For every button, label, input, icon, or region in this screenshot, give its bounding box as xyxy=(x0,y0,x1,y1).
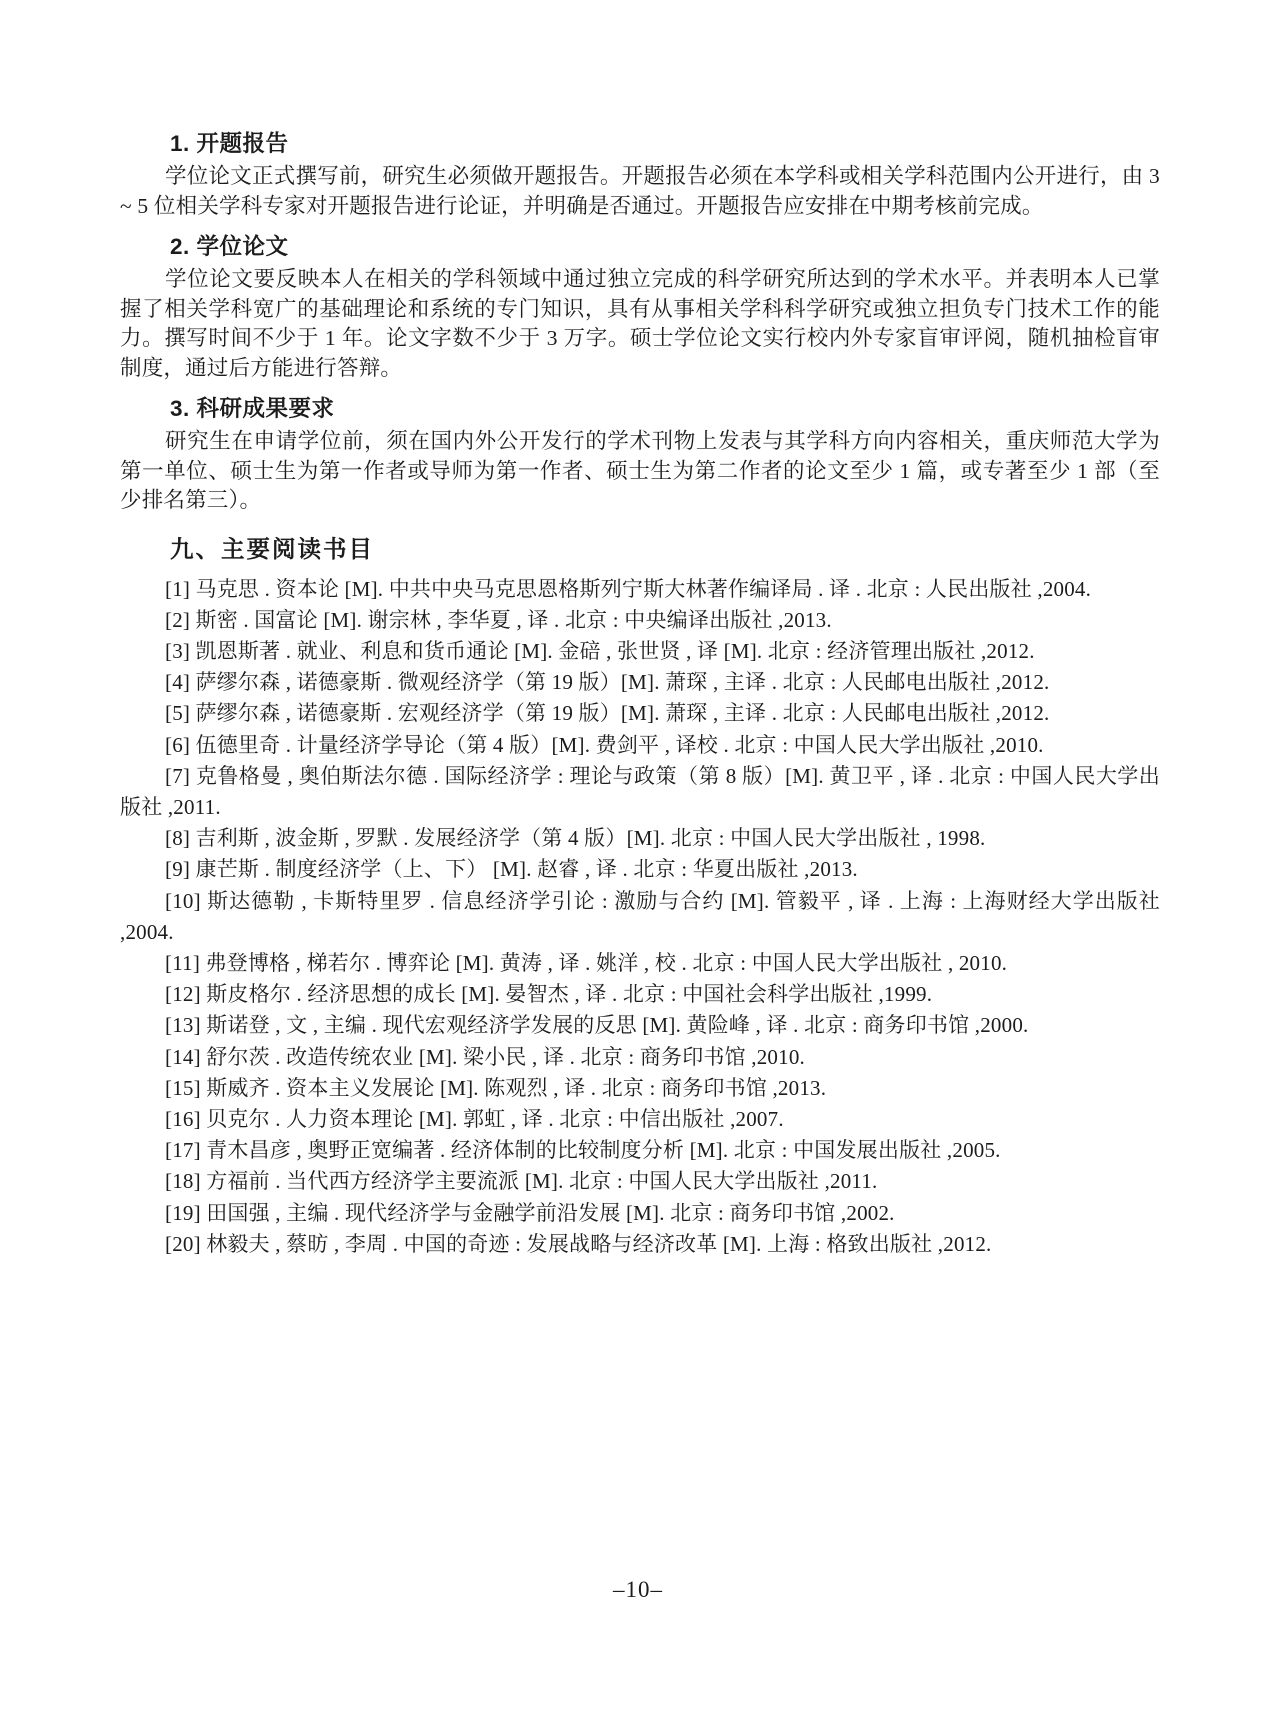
page-content xyxy=(120,118,1160,1260)
section-paragraph: 学位论文正式撰写前，研究生必须做开题报告。开题报告必须在本学科或相关学科范围内公开进行，由 3 ~ 5 位相关学科专家对开题报告进行论证，并明确是否通过。开题报告应安排在中期考核前完成。 xyxy=(120,164,1160,218)
reference-item: [6] 伍德里奇 . 计量经济学导论（第 4 版）[M]. 费剑平 , 译校 . 北京 : 中国人民大学出版社 ,2010. xyxy=(165,732,1044,757)
reference-item: [9] 康芒斯 . 制度经济学（上、下） [M]. 赵睿 , 译 . 北京 : 华夏出版社 ,2013. xyxy=(165,857,858,882)
reading-list-heading: 九、主要阅读书目 xyxy=(170,535,374,562)
reference-item: [18] 方福前 . 当代西方经济学主要流派 [M]. 北京 : 中国人民大学出版社 ,2011. xyxy=(165,1169,878,1194)
section-heading: 3. 科研成果要求 xyxy=(170,396,335,421)
reference-item: [14] 舒尔茨 . 改造传统农业 [M]. 梁小民 , 译 . 北京 : 商务印书馆 ,2010. xyxy=(165,1044,805,1069)
reference-item: [2] 斯密 . 国富论 [M]. 谢宗林 , 李华夏 , 译 . 北京 : 中央编译出版社 ,2013. xyxy=(165,607,832,632)
reference-item: [20] 林毅夫 , 蔡昉 , 李周 . 中国的奇迹 : 发展战略与经济改革 [M]. 上海 : 格致出版社 ,2012. xyxy=(165,1231,992,1256)
section-heading: 1. 开题报告 xyxy=(170,131,289,156)
reference-item: [15] 斯威齐 . 资本主义发展论 [M]. 陈观烈 , 译 . 北京 : 商务印书馆 ,2013. xyxy=(165,1075,827,1100)
reference-item: [8] 吉利斯 , 波金斯 , 罗默 . 发展经济学（第 4 版）[M]. 北京 : 中国人民大学出版社 , 1998. xyxy=(165,826,986,851)
reference-item: [1] 马克思 . 资本论 [M]. 中共中央马克思恩格斯列宁斯大林著作编译局 . 译 . 北京 : 人民出版社 ,2004. xyxy=(165,576,1092,601)
section-paragraph: 研究生在申请学位前，须在国内外公开发行的学术刊物上发表与其学科方向内容相关，重庆师范大学为第一单位、硕士生为第一作者或导师为第一作者、硕士生为第二作者的论文至少 1 篇，或专著至少 1 部（至少排名第三）。 xyxy=(120,429,1160,512)
reference-item: [19] 田国强 , 主编 . 现代经济学与金融学前沿发展 [M]. 北京 : 商务印书馆 ,2002. xyxy=(165,1200,895,1225)
reference-item: [3] 凯恩斯著 . 就业、利息和货币通论 [M]. 金碚 , 张世贤 , 译 [M]. 北京 : 经济管理出版社 ,2012. xyxy=(165,638,1035,663)
section-paragraph: 学位论文要反映本人在相关的学科领域中通过独立完成的科学研究所达到的学术水平。并表明本人已掌握了相关学科宽广的基础理论和系统的专门知识，具有从事相关学科科学研究或独立担负专门技术工作的能力。撰写时间不少于 1 年。论文字数不少于 3 万字。硕士学位论文实行校内外专家盲审评阅，随机抽检盲审制度，通过后方能进行答辩。 xyxy=(120,267,1160,380)
reading-list xyxy=(120,574,1160,1260)
reference-item: [7] 克鲁格曼 , 奥伯斯法尔德 . 国际经济学 : 理论与政策（第 8 版）[M]. 黄卫平 , 译 . 北京 : 中国人民大学出版社 ,2011. xyxy=(120,763,1160,819)
reference-item: [16] 贝克尔 . 人力资本理论 [M]. 郭虹 , 译 . 北京 : 中信出版社 ,2007. xyxy=(165,1106,784,1131)
reference-item: [5] 萨缪尔森 , 诺德豪斯 . 宏观经济学（第 19 版）[M]. 萧琛 , 主译 . 北京 : 人民邮电出版社 ,2012. xyxy=(165,701,1050,726)
requirement-sections xyxy=(120,129,1160,516)
reference-item: [12] 斯皮格尔 . 经济思想的成长 [M]. 晏智杰 , 译 . 北京 : 中国社会科学出版社 ,1999. xyxy=(165,982,933,1007)
reference-item: [17] 青木昌彦 , 奥野正宽编著 . 经济体制的比较制度分析 [M]. 北京 : 中国发展出版社 ,2005. xyxy=(165,1138,1001,1163)
reference-item: [13] 斯诺登 , 文 , 主编 . 现代宏观经济学发展的反思 [M]. 黄险峰 , 译 . 北京 : 商务印书馆 ,2000. xyxy=(165,1013,1029,1038)
section-heading: 2. 学位论文 xyxy=(170,234,289,259)
requirement-section xyxy=(120,232,1160,383)
reference-item: [10] 斯达德勒 , 卡斯特里罗 . 信息经济学引论 : 激励与合约 [M]. 管毅平 , 译 . 上海 : 上海财经大学出版社 ,2004. xyxy=(120,888,1160,944)
page-number: –10– xyxy=(613,1577,663,1602)
reference-item: [11] 弗登博格 , 梯若尔 . 博弈论 [M]. 黄涛 , 译 . 姚洋 , 校 . 北京 : 中国人民大学出版社 , 2010. xyxy=(165,950,1008,975)
requirement-section xyxy=(120,394,1160,516)
requirement-section xyxy=(120,129,1160,221)
reference-item: [4] 萨缪尔森 , 诺德豪斯 . 微观经济学（第 19 版）[M]. 萧琛 , 主译 . 北京 : 人民邮电出版社 ,2012. xyxy=(165,670,1050,695)
